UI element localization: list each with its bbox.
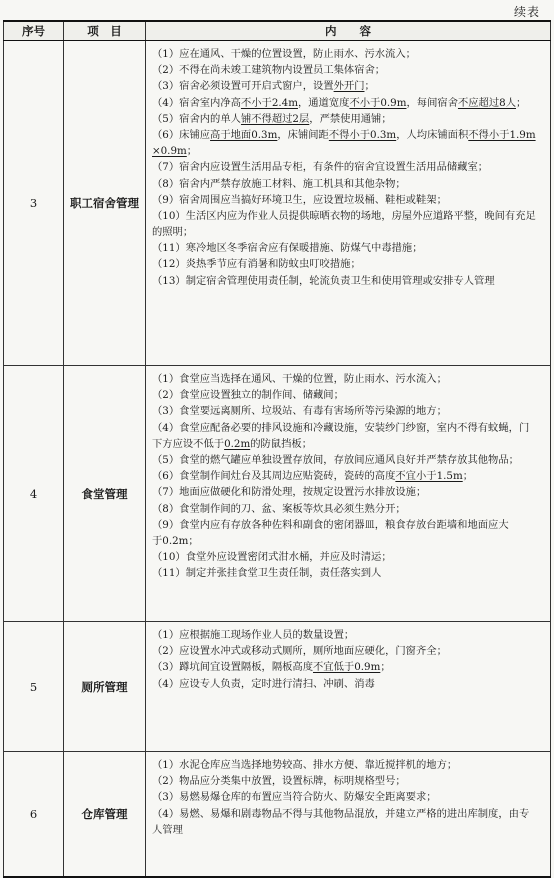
content-line: （7）地面应做硬化和防滑处理，按规定设置污水排放设施； (152, 486, 427, 499)
underlined-requirement: ×0.9m (152, 145, 187, 158)
table-row (4, 622, 551, 752)
underlined-requirement: 不小于0.9m (349, 96, 407, 109)
content-line: （11）制定并张挂食堂卫生责任制，责任落实到人 (152, 567, 382, 580)
table-row (4, 41, 551, 366)
underlined-requirement: 不得小于1.9m (468, 128, 536, 141)
table-row (4, 752, 551, 878)
content-line: （3）易燃易爆仓库的布置应当符合防火、防爆安全距离要求； (152, 791, 437, 804)
row-item: 厕所管理 (64, 622, 146, 752)
underlined-requirement: 铺不得超过2层 (240, 112, 310, 125)
row-number: 3 (4, 41, 64, 366)
content-line: （11）寒冷地区冬季宿舍应有保暖措施、防煤气中毒措施； (152, 242, 423, 255)
content-line: （2）不得在尚未竣工建筑物内设置员工集体宿舍； (152, 64, 386, 77)
content-line: （13）制定宿舍管理使用责任制，轮流负责卫生和使用管理或安排专人管理 (152, 274, 495, 287)
underlined-requirement: 不宜低于0.9m (313, 661, 381, 674)
content-line: （1）水泥仓库应当选择地势较高、排水方便、靠近搅拌机的地方； (152, 759, 458, 771)
content-line: （9）食堂内应有存放各种佐料和副食的密闭器皿，粮食存放台距墙和地面应大 (152, 518, 509, 531)
row-content (146, 622, 551, 752)
content-line: （1）食堂应当选择在通风、干燥的位置，防止雨水、污水流入； (152, 373, 447, 385)
row-content (146, 752, 551, 878)
row-item: 仓库管理 (64, 752, 146, 878)
content-line: （1）应根据施工现场作业人员的数量设置； (152, 629, 355, 641)
underlined-requirement: 不小于2.4m (240, 96, 298, 109)
content-line: 下方应设不低于0.2m的防鼠挡板； (152, 437, 312, 450)
underlined-requirement: 不应超过8人 (457, 96, 517, 109)
underlined-requirement: 不宜小于1.5m (395, 470, 463, 483)
table-row (4, 366, 551, 622)
content-line: （8）宿舍内严禁存放施工材料、施工机具和其他杂物； (152, 177, 406, 190)
header-no: 序号 (4, 21, 64, 41)
content-line: （7）宿舍内应设置生活用品专柜，有条件的宿舍宜设置生活用品储藏室； (152, 161, 489, 174)
content-line: （12）炎热季节应有消暑和防蚊虫叮咬措施； (152, 258, 361, 271)
content-line: （2）应设置水冲式或移动式厕所，厕所地面应硬化，门窗齐全； (152, 645, 447, 658)
content-line: （4）应设专人负责，定时进行清扫、冲刷、消毒 (152, 677, 375, 690)
content-line: （3）食堂要远离厕所、垃圾站、有毒有害场所等污染源的地方； (152, 405, 447, 418)
content-line: 于0.2m； (152, 534, 199, 547)
underlined-requirement: 0.2m (224, 437, 251, 450)
content-line: （3）蹲坑间宜设置隔板，隔板高度不宜低于0.9m； (152, 661, 391, 674)
content-line: （5）食堂的燃气罐应单独设置存放间，存放间应通风良好并严禁存放其他物品； (152, 453, 519, 466)
content-line: ×0.9m； (152, 145, 198, 158)
management-table (3, 20, 551, 878)
row-content (146, 41, 551, 366)
content-line: （10）食堂外应设置密闭式泔水桶，并应及时清运； (152, 551, 392, 564)
row-number: 5 (4, 622, 64, 752)
content-line: （4）食堂应配备必要的排风设施和冷藏设施，安装纱门纱窗，室内不得有蚊蝇，门 (152, 421, 530, 434)
content-line: （8）食堂制作间的刀、盆、案板等炊具必须生熟分开； (152, 502, 406, 515)
underlined-requirement: 不得小于0.3m (328, 128, 397, 141)
content-line: （4）易燃、易爆和剧毒物品不得与其他物品混放，并建立严格的进出库制度，由专 (152, 807, 530, 820)
content-line: （3）宿舍必须设置可开启式窗户，设置外开门； (152, 80, 375, 93)
row-item: 职工宿舍管理 (64, 41, 146, 366)
header-content: 内 容 (146, 21, 551, 41)
header-item: 项 目 (64, 21, 146, 41)
row-number: 6 (4, 752, 64, 878)
content-line: （6）食堂制作间灶台及其周边应贴瓷砖，瓷砖的高度不宜小于1.5m； (152, 470, 474, 483)
content-line: （1）应在通风、干燥的位置设置，防止雨水、污水流入； (152, 48, 416, 60)
header-row (4, 21, 551, 41)
underlined-requirement: 高于地面0.3m (210, 128, 278, 141)
content-line: （5）宿舍内的单人铺不得超过2层，严禁使用通铺； (152, 112, 392, 125)
content-line: 的照明； (152, 226, 194, 239)
content-line: （4）宿舍室内净高不小于2.4m，通道宽度不小于0.9m，每间宿舍不应超过8人； (152, 96, 527, 109)
row-item: 食堂管理 (64, 366, 146, 622)
content-line: （10）生活区内应为作业人员提供晾晒衣物的场地，房屋外应道路平整，晚间有充足 (152, 209, 536, 222)
continued-label: 续表 (513, 5, 540, 19)
content-line: （6）床铺应高于地面0.3m，床铺间距不得小于0.3m，人均床铺面积不得小于1.9m (152, 128, 536, 141)
row-content (146, 366, 551, 622)
content-line: （9）宿舍周围应当搞好环境卫生，应设置垃圾桶、鞋柜或鞋架； (152, 193, 447, 206)
underlined-requirement: 外开门 (333, 80, 365, 93)
content-line: （2）物品应分类集中放置，设置标牌，标明规格型号； (152, 775, 406, 788)
row-number: 4 (4, 366, 64, 622)
content-line: （2）食堂应设置独立的制作间、储藏间； (152, 389, 344, 402)
content-line: 人管理 (152, 823, 183, 836)
